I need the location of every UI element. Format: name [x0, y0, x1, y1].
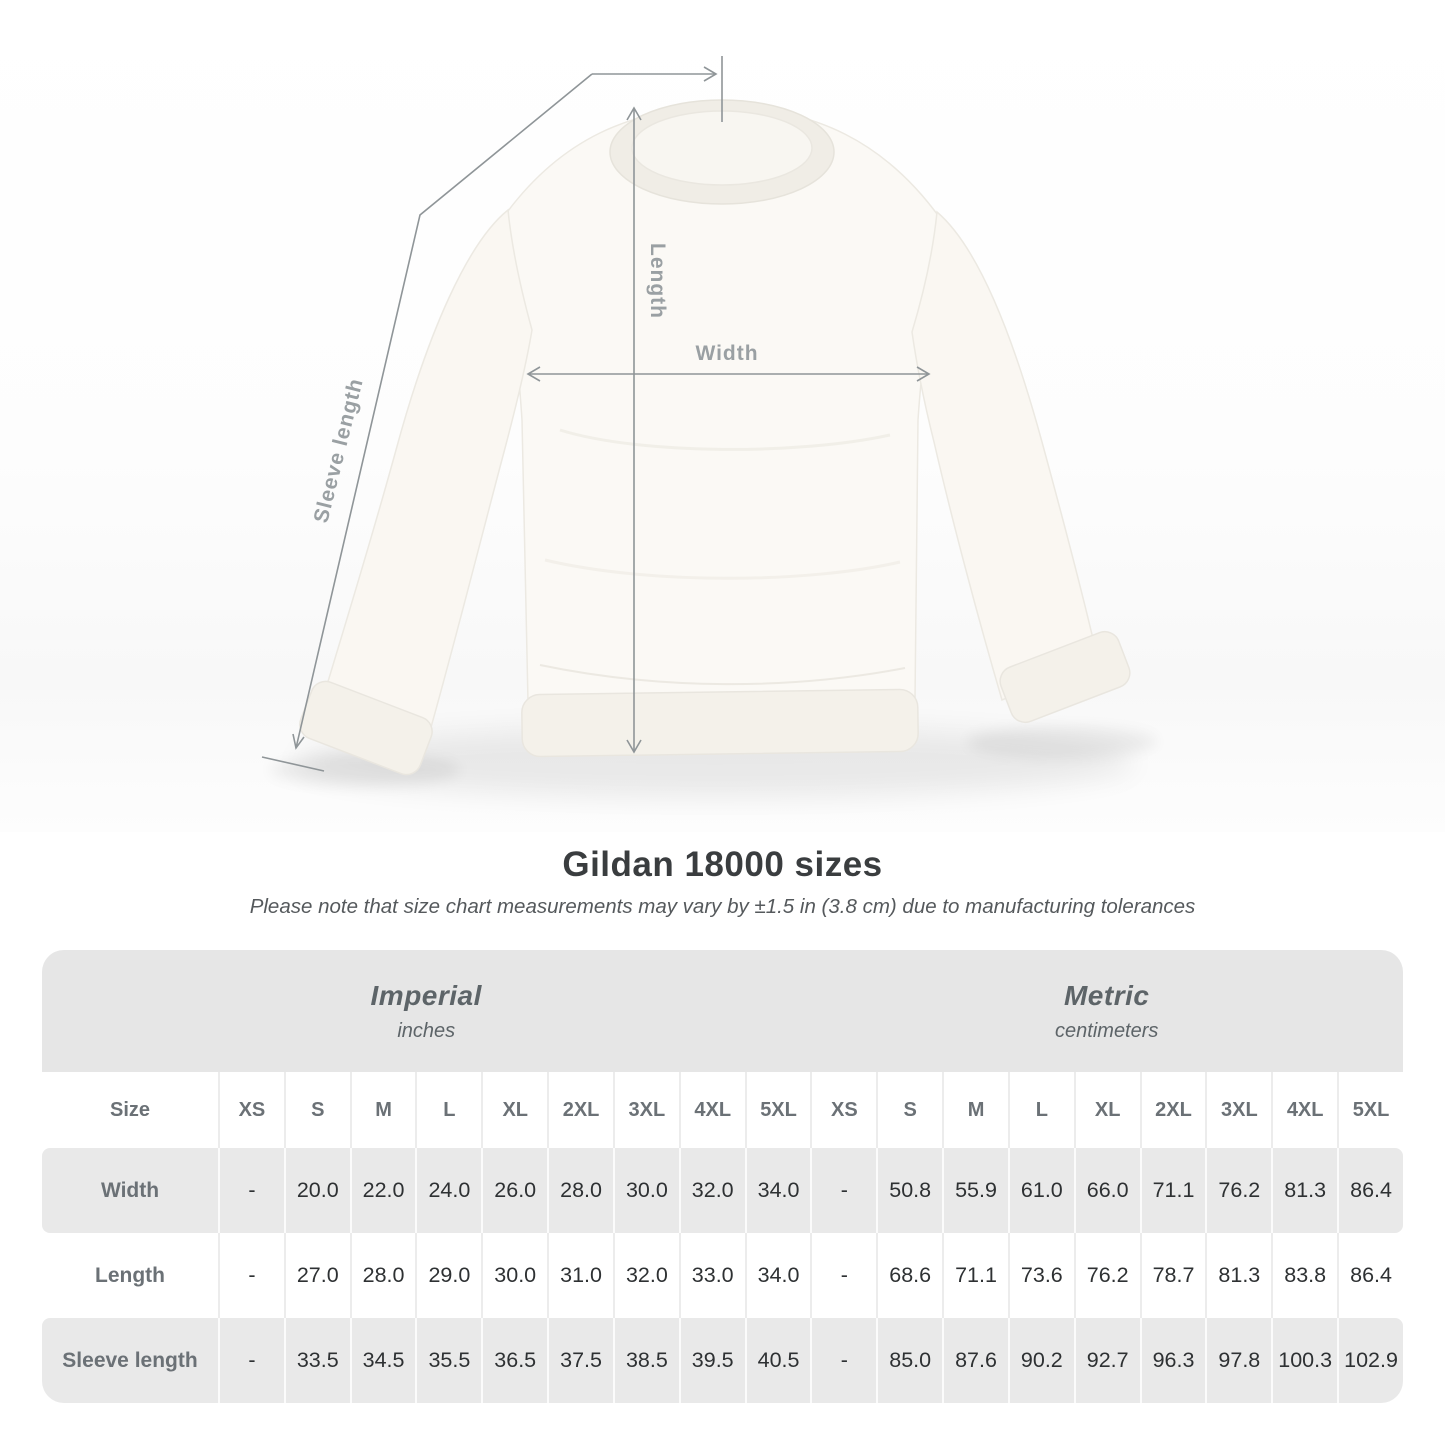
measurement-cell: 85.0 — [876, 1318, 942, 1403]
measurement-cell: 22.0 — [350, 1148, 416, 1233]
size-header-cell: S — [876, 1072, 942, 1148]
measurement-cell: - — [218, 1233, 284, 1318]
sweatshirt-hem — [522, 689, 919, 757]
measurement-cell: - — [810, 1148, 876, 1233]
measurement-cell: - — [810, 1318, 876, 1403]
measurement-cell: 61.0 — [1008, 1148, 1074, 1233]
measurement-cell: 102.9 — [1337, 1318, 1403, 1403]
row-label: Length — [42, 1233, 218, 1318]
sweatshirt-right-sleeve — [912, 212, 1134, 727]
measurement-cell: 39.5 — [679, 1318, 745, 1403]
measurement-cell: 87.6 — [942, 1318, 1008, 1403]
size-header-cell: 5XL — [745, 1072, 811, 1148]
measurement-cell: 55.9 — [942, 1148, 1008, 1233]
measurement-cell: 34.5 — [350, 1318, 416, 1403]
measurement-cell: 37.5 — [547, 1318, 613, 1403]
measurement-cell: 34.0 — [745, 1148, 811, 1233]
size-chart-table — [42, 950, 1403, 1403]
measurement-cell: 28.0 — [350, 1233, 416, 1318]
size-header-cell: 4XL — [679, 1072, 745, 1148]
size-header-cell: 2XL — [547, 1072, 613, 1148]
measurement-cell: 71.1 — [942, 1233, 1008, 1318]
measurement-cell: 92.7 — [1074, 1318, 1140, 1403]
measurement-cell: 34.0 — [745, 1233, 811, 1318]
measurement-cell: 86.4 — [1337, 1233, 1403, 1318]
size-header-cell: 5XL — [1337, 1072, 1403, 1148]
size-header-cell: M — [942, 1072, 1008, 1148]
measurement-cell: - — [810, 1233, 876, 1318]
measurement-cell: 20.0 — [284, 1148, 350, 1233]
size-column-title: Size — [42, 1072, 218, 1148]
metric-group-header — [810, 950, 1403, 1072]
measurement-cell: 81.3 — [1271, 1148, 1337, 1233]
size-header-cell: XL — [1074, 1072, 1140, 1148]
row-label: Sleeve length — [42, 1318, 218, 1403]
measurement-cell: 31.0 — [547, 1233, 613, 1318]
imperial-group-unit: inches — [397, 1019, 456, 1042]
page-title: Gildan 18000 sizes — [562, 845, 883, 884]
measurement-cell: 30.0 — [481, 1233, 547, 1318]
measurement-cell: 97.8 — [1205, 1318, 1271, 1403]
measurement-cell: 38.5 — [613, 1318, 679, 1403]
size-header-cell: S — [284, 1072, 350, 1148]
measurement-cell: 71.1 — [1140, 1148, 1206, 1233]
measurement-cell: 28.0 — [547, 1148, 613, 1233]
measurement-cell: 78.7 — [1140, 1233, 1206, 1318]
measurement-cell: 66.0 — [1074, 1148, 1140, 1233]
measurement-cell: 86.4 — [1337, 1148, 1403, 1233]
measurement-cell: - — [218, 1148, 284, 1233]
measurement-cell: 32.0 — [613, 1233, 679, 1318]
measurement-cell: 76.2 — [1205, 1148, 1271, 1233]
metric-group-name: Metric — [1063, 979, 1150, 1011]
measurement-cell: 90.2 — [1008, 1318, 1074, 1403]
measurement-cell: 100.3 — [1271, 1318, 1337, 1403]
length-row — [42, 1233, 1403, 1318]
measurement-cell: 32.0 — [679, 1148, 745, 1233]
measurement-cell: 83.8 — [1271, 1233, 1337, 1318]
size-header-cell: XS — [810, 1072, 876, 1148]
measurement-cell: 27.0 — [284, 1233, 350, 1318]
measurement-cell: 30.0 — [613, 1148, 679, 1233]
size-header-cell: 3XL — [1205, 1072, 1271, 1148]
size-header-cell: M — [350, 1072, 416, 1148]
measurement-cell: 35.5 — [415, 1318, 481, 1403]
imperial-group-header — [42, 950, 810, 1072]
measurement-cell: 33.5 — [284, 1318, 350, 1403]
size-header-cell: 2XL — [1140, 1072, 1206, 1148]
size-header-row — [42, 1072, 1403, 1148]
measurement-cell: 81.3 — [1205, 1233, 1271, 1318]
width-dimension-label: Width — [695, 342, 759, 365]
measurement-cell: 73.6 — [1008, 1233, 1074, 1318]
size-header-cell: XL — [481, 1072, 547, 1148]
measurement-cell: 76.2 — [1074, 1233, 1140, 1318]
imperial-group-name: Imperial — [370, 979, 482, 1011]
size-header-cell: L — [415, 1072, 481, 1148]
measurement-cell: 33.0 — [679, 1233, 745, 1318]
sleeve-length-dimension-label: Sleeve length — [309, 375, 368, 526]
measurement-cell: 26.0 — [481, 1148, 547, 1233]
size-header-cell: 4XL — [1271, 1072, 1337, 1148]
measurement-cell: 40.5 — [745, 1318, 811, 1403]
measurement-cell: 24.0 — [415, 1148, 481, 1233]
measurement-cell: - — [218, 1318, 284, 1403]
sleeve-length-row — [42, 1318, 1403, 1403]
tolerance-note: Please note that size chart measurements may vary by ±1.5 in (3.8 cm) due to manufacturing tolerances — [249, 895, 1196, 918]
measurement-cell: 96.3 — [1140, 1318, 1206, 1403]
measurement-cell: 36.5 — [481, 1318, 547, 1403]
size-header-cell: L — [1008, 1072, 1074, 1148]
measurement-cell: 50.8 — [876, 1148, 942, 1233]
width-row — [42, 1148, 1403, 1233]
length-dimension-label: Length — [646, 243, 669, 319]
measurement-cell: 29.0 — [415, 1233, 481, 1318]
size-header-cell: XS — [218, 1072, 284, 1148]
metric-group-unit: centimeters — [1055, 1019, 1159, 1042]
measurement-cell: 68.6 — [876, 1233, 942, 1318]
row-label: Width — [42, 1148, 218, 1233]
unit-group-header-row — [42, 950, 1403, 1072]
title-block — [0, 845, 1445, 919]
size-header-cell: 3XL — [613, 1072, 679, 1148]
